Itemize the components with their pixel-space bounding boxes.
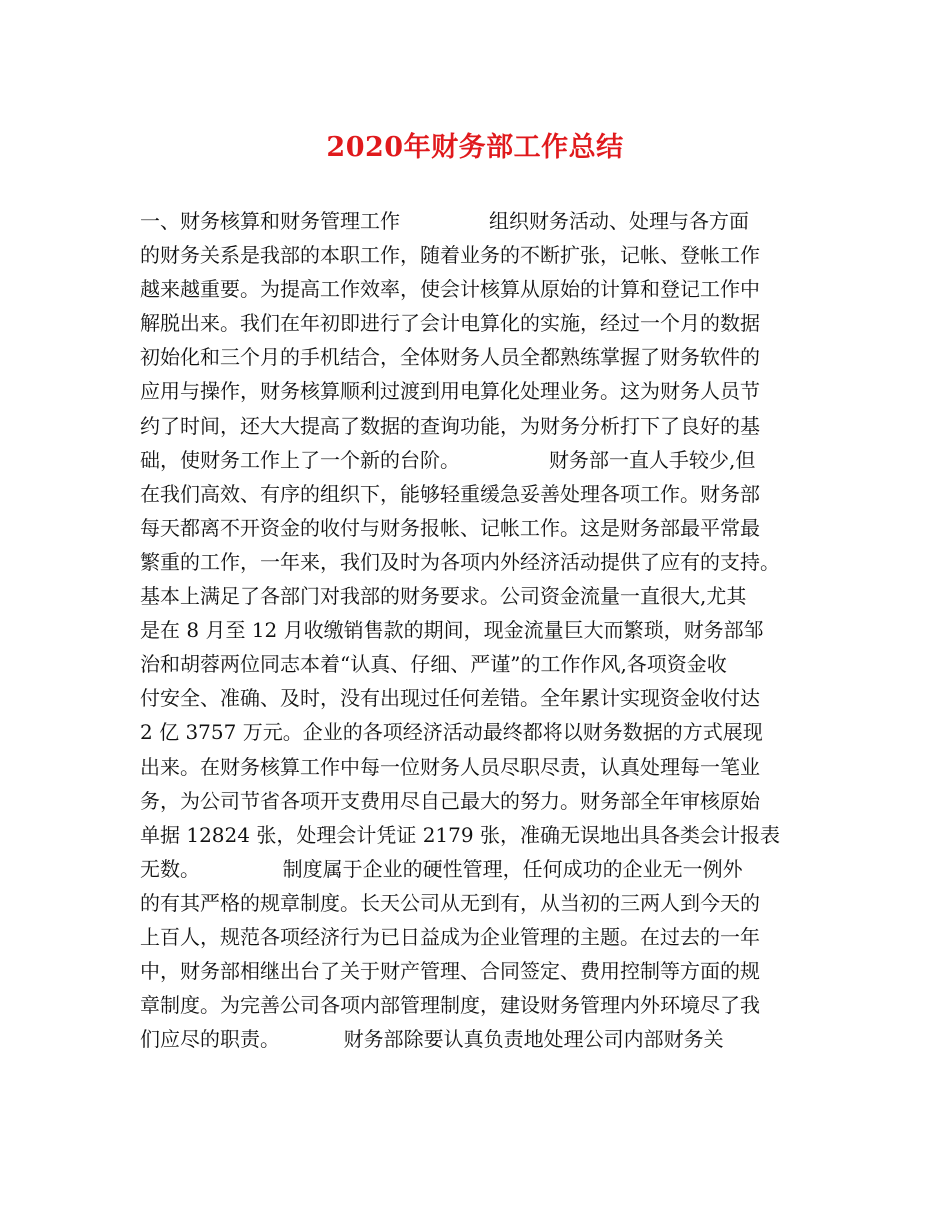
body-line: 付安全、准确、及时，没有出现过任何差错。全年累计实现资金收付达 [140,686,760,711]
body-line: 初始化和三个月的手机结合，全体财务人员全都熟练掌握了财务软件的 [140,345,760,370]
body-line: 应用与操作，财务核算顺利过渡到用电算化处理业务。这为财务人员节 [140,379,760,404]
body-line: 是在 8 月至 12 月收缴销售款的期间，现金流量巨大而繁琐，财务部邹 [140,618,764,643]
body-line: 章制度。为完善公司各项内部管理制度，建设财务管理内外环境尽了我 [140,993,760,1018]
body-line: 的有其严格的规章制度。长天公司从无到有，从当初的三两人到今天的 [140,890,760,915]
body-line: 中，财务部相继出台了关于财产管理、合同签定、费用控制等方面的规 [140,959,760,984]
body-line: 治和胡蓉两位同志本着“认真、仔细、严谨”的工作作风,各项资金收 [140,652,727,677]
body-line: 务，为公司节省各项开支费用尽自己最大的努力。财务部全年审核原始 [140,788,760,813]
body-line: 在我们高效、有序的组织下，能够轻重缓急妥善处理各项工作。财务部 [140,481,760,506]
body-line: 基本上满足了各部门对我部的财务要求。公司资金流量一直很大,尤其 [140,584,747,609]
body-line: 越来越重要。为提高工作效率，使会计核算从原始的计算和登记工作中 [140,277,760,302]
document-title: 2020年财务部工作总结 [326,132,624,163]
body-line: 出来。在财务核算工作中每一位财务人员尽职尽责，认真处理每一笔业 [140,754,760,779]
body-line: 上百人，规范各项经济行为已日益成为企业管理的主题。在过去的一年 [140,924,760,949]
body-line: 一、财务核算和财务管理工作 组织财务活动、处理与各方面 [140,209,750,233]
body-line: 解脱出来。我们在年初即进行了会计电算化的实施，经过一个月的数据 [140,311,760,336]
body-line: 础，使财务工作上了一个新的台阶。 财务部一直人手较少,但 [140,447,756,472]
body-line: 约了时间，还大大提高了数据的查询功能，为财务分析打下了良好的基 [140,413,760,438]
body-line: 无数。 制度属于企业的硬性管理，任何成功的企业无一例外 [140,856,743,881]
body-line: 繁重的工作，一年来，我们及时为各项内外经济活动提供了应有的支持。 [140,549,780,574]
body-line: 2 亿 3757 万元。企业的各项经济活动最终都将以财务数据的方式展现 [140,720,763,745]
document-body [140,204,820,1056]
body-line: 每天都离不开资金的收付与财务报帐、记帐工作。这是财务部最平常最 [140,515,760,540]
body-line: 的财务关系是我部的本职工作，随着业务的不断扩张，记帐、登帐工作 [140,243,760,268]
body-line: 们应尽的职责。 财务部除要认真负责地处理公司内部财务关 [140,1027,724,1052]
body-line: 单据 12824 张，处理会计凭证 2179 张，准确无误地出具各类会计报表 [140,822,780,847]
